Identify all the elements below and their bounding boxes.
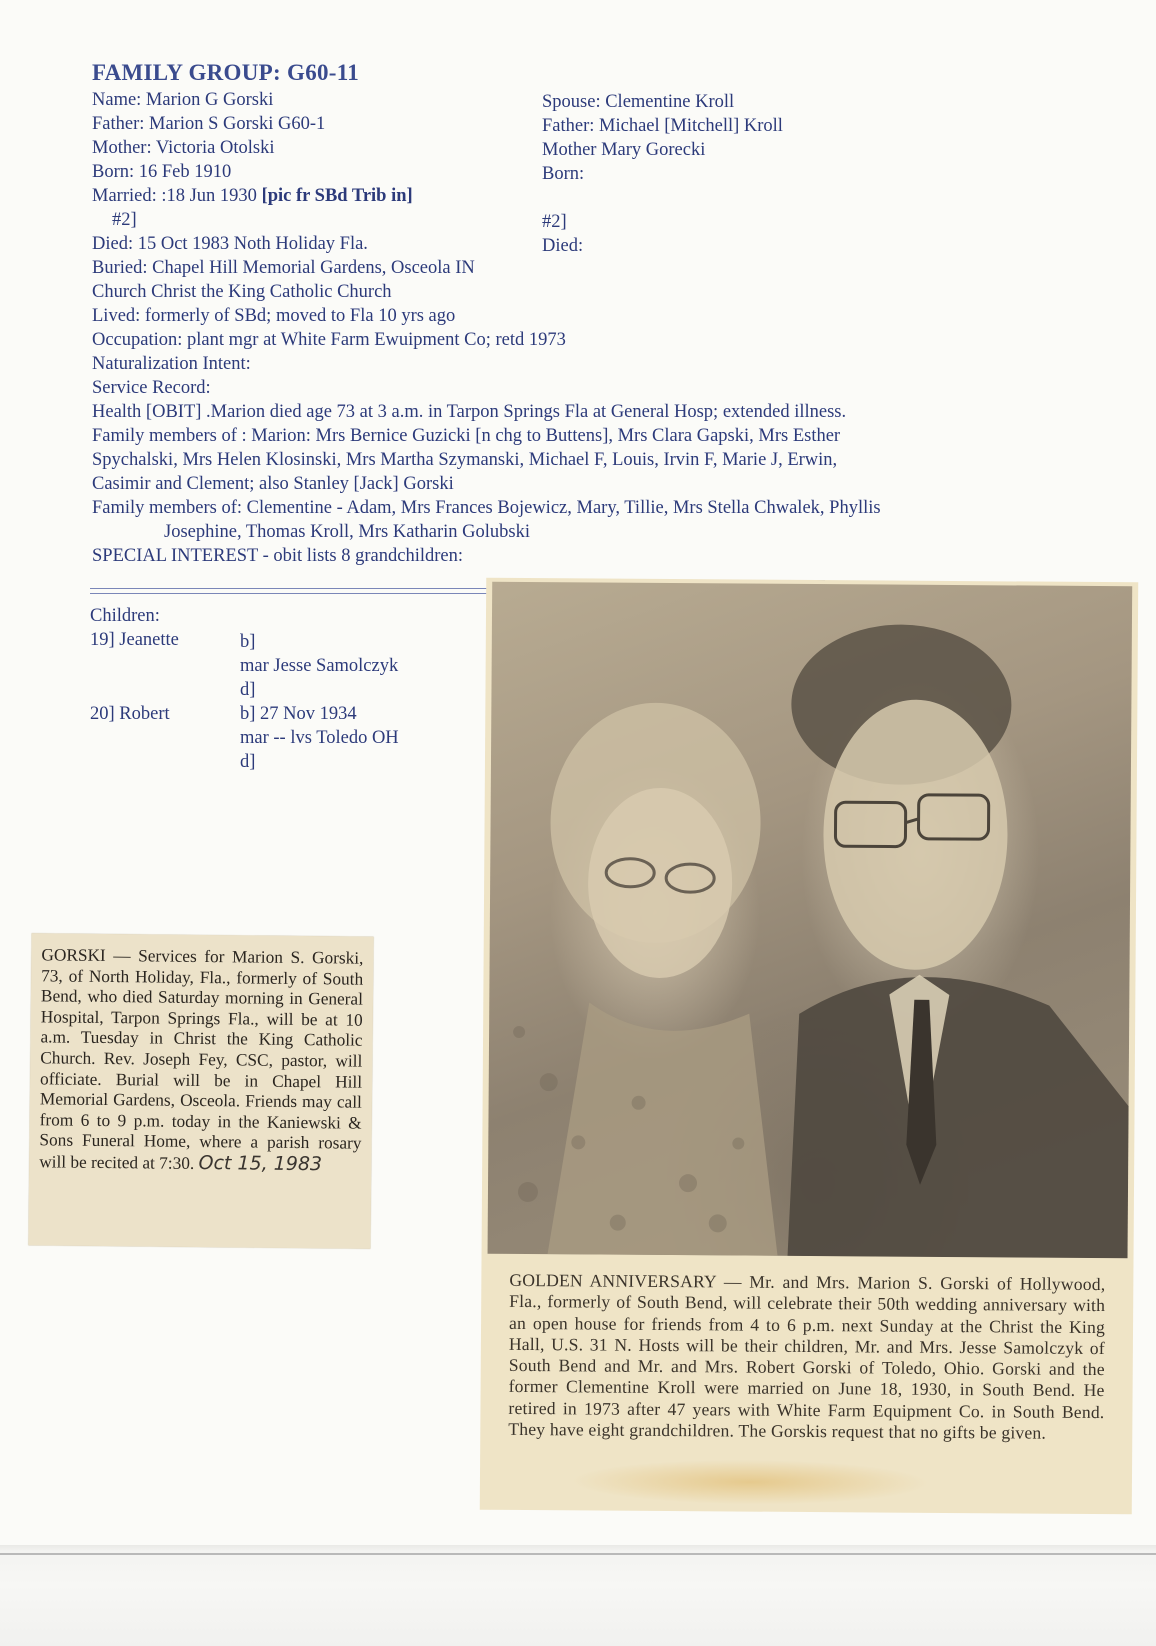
couple-photo: [488, 582, 1133, 1258]
spouse-name: Spouse: Clementine Kroll: [542, 92, 735, 112]
family-clementine-line-2: Josephine, Thomas Kroll, Mrs Katharin Golubski: [164, 522, 531, 542]
spouse-born: Born:: [542, 164, 585, 184]
family-clementine-line-1: Family members of: Clementine - Adam, Mrs Frances Bojewicz, Mary, Tillie, Mrs Stella Chwalek, Phyllis: [92, 498, 881, 518]
child-died: d]: [240, 680, 256, 700]
page-title: FAMILY GROUP: G60-11: [92, 60, 360, 85]
family-marion-line-2: Spychalski, Mrs Helen Klosinski, Mrs Martha Szymanski, Michael F, Louis, Irvin F, Marie J, Erwin,: [92, 450, 838, 470]
husband-buried: Buried: Chapel Hill Memorial Gardens, Osceola IN: [92, 258, 475, 278]
child-died: d]: [240, 752, 256, 772]
child-name: 19] Jeanette: [90, 630, 179, 650]
special-interest: SPECIAL INTEREST - obit lists 8 grandchildren:: [92, 546, 464, 566]
family-marion-line-3: Casimir and Clement; also Stanley [Jack] Gorski: [92, 474, 454, 494]
husband-died: Died: 15 Oct 1983 Noth Holiday Fla.: [92, 234, 368, 254]
spouse-died: Died:: [542, 236, 584, 256]
obituary-body: GORSKI — Services for Marion S. Gorski, 73, of North Holiday, Fla., formerly of South Bend, who died Saturday morning in General Hospital, Tarpon Springs Fla., will be at 10 a.m. Tuesday in Christ the King Catholic Church. Rev. Joseph Fey, CSC, pastor, will officiate. Burial will be in Chapel Hill Memorial Gardens, Osceola. Friends may call from 6 to 9 p.m. today in the Kaniewski & Sons Funeral Home, where a parish rosary will be recited at 7:30.: [39, 945, 364, 1173]
husband-church: Church Christ the King Catholic Church: [92, 282, 392, 302]
couple-photo-illustration: [488, 582, 1133, 1258]
children-heading: Children:: [90, 606, 160, 626]
married-note: [pic fr SBd Trib in]: [261, 186, 413, 206]
husband-service: Service Record:: [92, 378, 211, 398]
anniversary-caption: GOLDEN ANNIVERSARY — Mr. and Mrs. Marion S. Gorski of Hollywood, Fla., formerly of South Bend, will celebrate their 50th wedding anniversary with an open house for friends from 4 to 6 p.m. next Sunday at the Christ the King Hall, U.S. 31 N. Hosts will be their children, Mr. and Mrs. Jesse Samolczyk of South Bend and Mr. and Mrs. Robert Gorski of Toledo, Ohio. Gorski and the former Clementine Kroll were married on June 18, 1930, in South Bend. He retired in 1973 after 47 years with White Farm Equipment Co. in South Bend. They have eight grandchildren. The Gorskis request that no gifts be given.: [508, 1269, 1106, 1443]
spouse-married-cont: #2]: [542, 212, 567, 232]
handwritten-date: Oct 15, 1983: [198, 1151, 323, 1176]
page-bottom-line: [0, 1553, 1156, 1555]
child-born: b]: [240, 632, 256, 652]
husband-naturalization: Naturalization Intent:: [92, 354, 251, 374]
child-name: 20] Robert: [90, 704, 170, 724]
husband-occupation: Occupation: plant mgr at White Farm Ewuipment Co; retd 1973: [92, 330, 566, 350]
family-marion-line-1: Family members of : Marion: Mrs Bernice Guzicki [n chg to Buttens], Mrs Clara Gapski, Mrs Esther: [92, 426, 841, 446]
section-divider: [90, 588, 510, 594]
spouse-father: Father: Michael [Mitchell] Kroll: [542, 116, 783, 136]
husband-mother: Mother: Victoria Otolski: [92, 138, 275, 158]
husband-married: [92, 186, 413, 207]
husband-lived: Lived: formerly of SBd; moved to Fla 10 yrs ago: [92, 306, 456, 326]
child-married: mar -- lvs Toledo OH: [240, 728, 399, 748]
child-born: b] 27 Nov 1934: [240, 704, 357, 724]
husband-born: Born: 16 Feb 1910: [92, 162, 232, 182]
obituary-clipping: [28, 933, 373, 1249]
husband-father: Father: Marion S Gorski G60-1: [92, 114, 326, 134]
married-date: Married: :18 Jun 1930: [92, 186, 262, 206]
health-obit: Health [OBIT] .Marion died age 73 at 3 a.m. in Tarpon Springs Fla at General Hosp; extended illness.: [92, 402, 847, 422]
husband-married-cont: #2]: [112, 210, 137, 230]
obituary-text: [39, 945, 363, 1176]
caption-stain: [570, 1458, 930, 1506]
husband-name: Name: Marion G Gorski: [92, 90, 274, 110]
child-married: mar Jesse Samolczyk: [240, 656, 399, 676]
spouse-mother: Mother Mary Gorecki: [542, 140, 706, 160]
anniversary-clipping: [480, 578, 1138, 1515]
page-bottom-edge: [0, 1545, 1156, 1646]
